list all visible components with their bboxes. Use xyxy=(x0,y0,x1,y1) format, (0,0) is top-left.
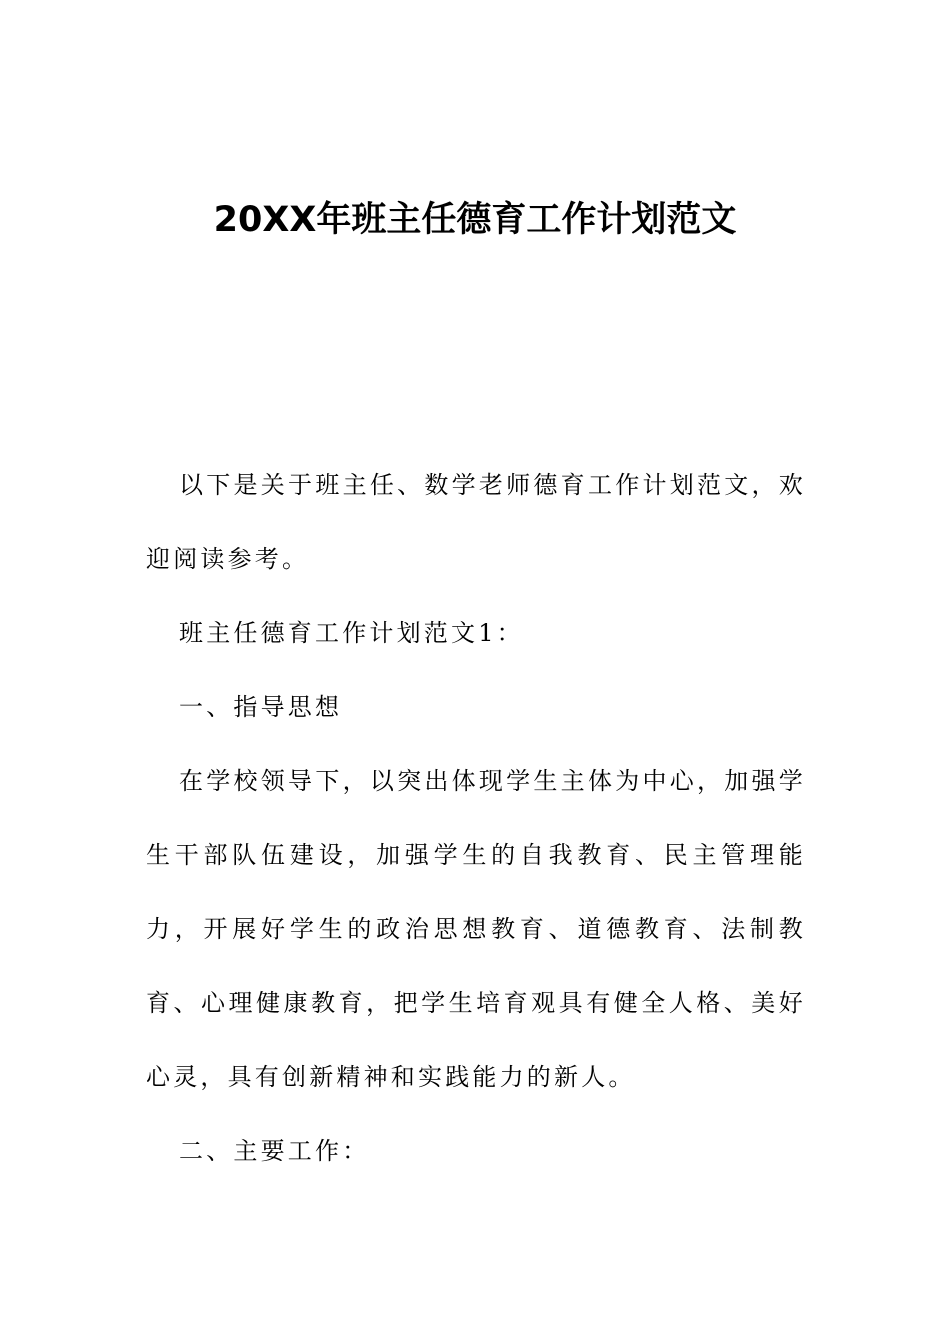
paragraph-heading-main-work: 二、主要工作： xyxy=(179,1137,370,1165)
paragraph-section-heading: 班主任德育工作计划范文1： xyxy=(179,619,524,647)
paragraph-heading-guiding-thought: 一、指导思想 xyxy=(179,693,343,721)
paragraph-guiding-thought-body: 在学校领导下，以突出体现学生主体为中心，加强学生干部队伍建设，加强学生的自我教育、民主管理能力，开展好学生的政治思想教育、道德教育、法制教育、心理健康教育，把学生培育观具有健全人格、美好心灵，具有创新精神和实践能力的新人。 xyxy=(146,767,806,1091)
paragraph-intro: 以下是关于班主任、数学老师德育工作计划范文，欢迎阅读参考。 xyxy=(146,471,806,573)
document-title: 20XX年班主任德育工作计划范文 xyxy=(213,200,737,240)
document-body xyxy=(146,448,806,1188)
